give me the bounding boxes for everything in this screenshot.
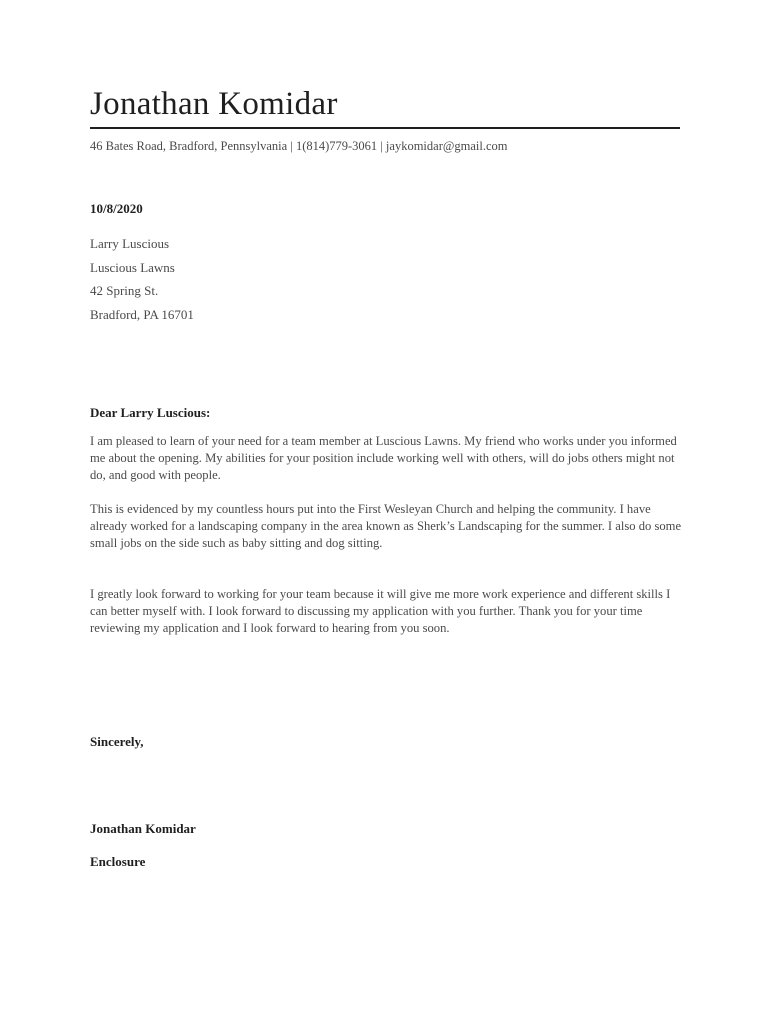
body-paragraph-2: This is evidenced by my countless hours put into the First Wesleyan Church and helping the community. I have already worked for a landscaping company in the area known as Sherk’s Landscaping for the summer. I also do some small jobs on the side such as baby sitting and dog sitting. — [90, 502, 682, 550]
recipient-name: Larry Luscious — [90, 236, 170, 251]
header-divider — [90, 127, 680, 129]
signature-name: Jonathan Komidar — [90, 821, 196, 836]
salutation: Dear Larry Luscious: — [90, 405, 211, 420]
contact-line: 46 Bates Road, Bradford, Pennsylvania | 1(814)779-3061 | jaykomidar@gmail.com — [90, 139, 508, 153]
recipient-address — [90, 236, 194, 330]
recipient-city-state-zip: Bradford, PA 16701 — [90, 306, 194, 322]
closing: Sincerely, — [90, 734, 144, 749]
recipient-company: Luscious Lawns — [90, 259, 175, 275]
body-paragraph-3: I greatly look forward to working for your team because it will give me more work experience and different skills I can better myself with. I look forward to discussing my application with you further. Thank you for your time reviewing my application and I look forward to hearing from you soon. — [90, 587, 671, 635]
body-paragraph-1: I am pleased to learn of your need for a team member at Luscious Lawns. My friend who works under you informed me about the opening. My abilities for your position include working well with others, will do jobs others might not do, and good with people. — [90, 434, 677, 482]
enclosure-note: Enclosure — [90, 854, 146, 869]
letter-date: 10/8/2020 — [90, 201, 143, 216]
recipient-street: 42 Spring St. — [90, 283, 159, 298]
sender-name: Jonathan Komidar — [90, 86, 338, 122]
